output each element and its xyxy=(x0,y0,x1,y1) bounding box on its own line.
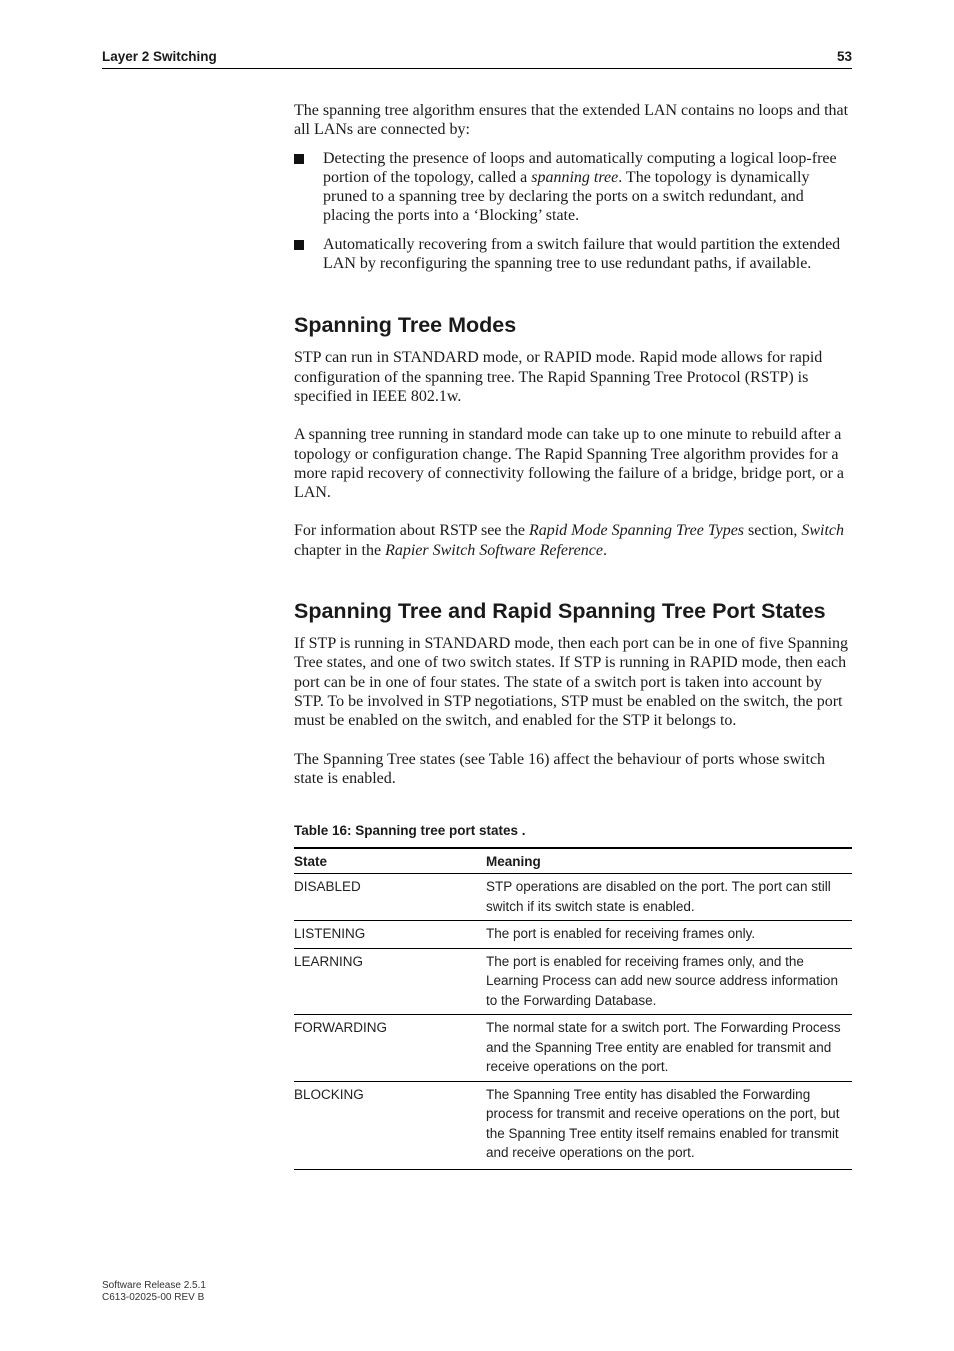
meaning-cell: The Spanning Tree entity has disabled the Forwarding process for transmit and receive operations on the port, but the Spanning Tree entity itself remains enabled for transmit and receive operations on the port. xyxy=(486,1086,840,1161)
section-heading-port-states: Spanning Tree and Rapid Spanning Tree Port States xyxy=(294,599,826,624)
intro-bullet-list xyxy=(294,149,854,274)
port-states-paragraph-2: The Spanning Tree states (see Table 16) affect the behaviour of ports whose switch state is enabled. xyxy=(294,750,826,787)
meaning-cell: The normal state for a switch port. The Forwarding Process and the Spanning Tree entity are enabled for transmit and receive operations on the port. xyxy=(486,1015,852,1082)
page-header xyxy=(102,48,852,69)
footer-release: Software Release 2.5.1 xyxy=(102,1280,206,1291)
meaning-cell: The port is enabled for receiving frames only. xyxy=(486,921,852,949)
page-footer xyxy=(102,1280,206,1304)
table-row xyxy=(294,1015,852,1082)
square-bullet-icon xyxy=(294,154,304,164)
square-bullet-icon xyxy=(294,240,304,250)
state-cell: FORWARDING xyxy=(294,1015,486,1082)
page-body xyxy=(294,101,854,1170)
state-cell: BLOCKING xyxy=(294,1086,364,1102)
state-cell: LISTENING xyxy=(294,921,486,949)
modes-paragraph-1: STP can run in STANDARD mode, or RAPID mode. Rapid mode allows for rapid configuration of the spanning tree. The Rapid Spanning Tree Protocol (RSTP) is specified in IEEE 802.1w. xyxy=(294,349,823,405)
column-header-state: State xyxy=(294,848,486,874)
table-row xyxy=(294,921,852,949)
table-row xyxy=(294,874,852,921)
port-states-table xyxy=(294,847,852,1170)
list-item: Detecting the presence of loops and automatically computing a logical loop-free portion of the topology, called a spanning tree. The topology is dynamically pruned to a spanning tree by declaring the ports on a switch redundant, and placing the ports into a ‘Blocking’ state. xyxy=(294,149,854,226)
meaning-cell: STP operations are disabled on the port. The port can still switch if its switch state is enabled. xyxy=(486,874,852,921)
modes-paragraph-3: For information about RSTP see the Rapid Mode Spanning Tree Types section, Switch chapter in the Rapier Switch Software Reference. xyxy=(294,522,845,559)
section-heading-modes: Spanning Tree Modes xyxy=(294,313,517,338)
state-cell: LEARNING xyxy=(294,948,486,1015)
table-row xyxy=(294,1081,852,1169)
page-number: 53 xyxy=(836,49,852,64)
table-caption: Table 16: Spanning tree port states . xyxy=(294,823,526,839)
footer-doc-number: C613-02025-00 REV B xyxy=(102,1292,205,1303)
meaning-cell: The port is enabled for receiving frames only, and the Learning Process can add new source address information to the Forwarding Database. xyxy=(486,948,852,1015)
column-header-meaning: Meaning xyxy=(486,848,852,874)
table-row xyxy=(294,948,852,1015)
running-header-title: Layer 2 Switching xyxy=(102,49,217,64)
modes-paragraph-2: A spanning tree running in standard mode can take up to one minute to rebuild after a topology or configuration change. The Rapid Spanning Tree algorithm provides for a more rapid recovery of connectivity following the failure of a bridge, bridge port, or a LAN. xyxy=(294,426,845,502)
intro-paragraph: The spanning tree algorithm ensures that the extended LAN contains no loops and that all LANs are connected by: xyxy=(294,102,849,139)
port-states-paragraph-1: If STP is running in STANDARD mode, then each port can be in one of five Spanning Tree states, and one of two switch states. If STP is running in RAPID mode, then each port can be in one of four states. The state of a switch port is taken into account by STP. To be involved in STP negotiations, STP must be enabled on the switch, the port must be enabled on the switch, and enabled for the STP it belongs to. xyxy=(294,635,849,730)
list-item: Automatically recovering from a switch failure that would partition the extended LAN by reconfiguring the spanning tree to use redundant paths, if available. xyxy=(294,235,854,274)
table-header-row xyxy=(294,848,852,874)
state-cell: DISABLED xyxy=(294,874,486,921)
